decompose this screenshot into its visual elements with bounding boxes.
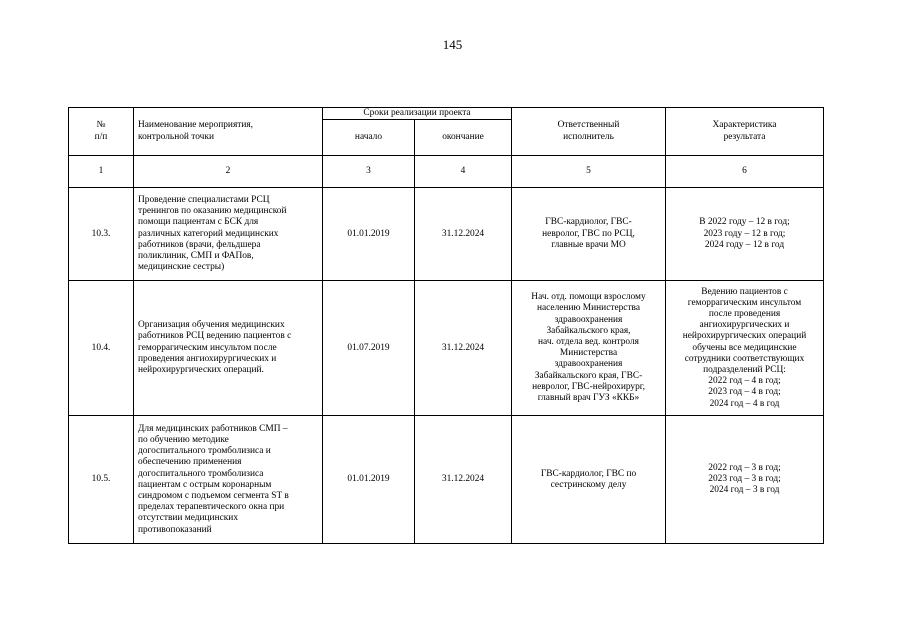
row-start-date: 01.07.2019 (323, 281, 415, 416)
row-activity-name: Для медицинских работников СМП – по обучению методике догоспитального тромболизиса и обеспечению применения догоспитального тромболизиса пациентам с острым коронарным синдромом с подъемом сегмента ST в пределах терапевтического окна при отсутствии медицинских противопоказаний (134, 416, 323, 544)
column-number: 3 (323, 156, 415, 188)
column-number: 6 (666, 156, 824, 188)
column-number: 4 (415, 156, 512, 188)
row-end-date: 31.12.2024 (415, 281, 512, 416)
header-responsible-label: Ответственный исполнитель (557, 120, 620, 142)
header-number-label: № п/п (94, 120, 108, 142)
project-plan-table (68, 107, 824, 544)
row-end-date: 31.12.2024 (415, 188, 512, 281)
table-row (69, 281, 824, 416)
header-row-top (69, 108, 824, 120)
header-name-label: Наименование мероприятия, контрольной точки (138, 120, 254, 142)
header-start-cell (323, 120, 415, 156)
column-number: 2 (134, 156, 323, 188)
row-activity-name: Проведение специалистами РСЦ тренингов по оказанию медицинской помощи пациентам с БСК для различных категорий медицинских работников (врачи, фельдшера поликлиник, СМП и ФАПов, медицинские сестры) (134, 188, 323, 281)
row-start-date: 01.01.2019 (323, 416, 415, 544)
header-number-cell (69, 108, 134, 156)
row-number: 10.4. (69, 281, 134, 416)
header-result-label: Характеристика результата (712, 120, 777, 142)
row-number: 10.5. (69, 416, 134, 544)
row-activity-name: Организация обучения медицинских работников РСЦ ведению пациентов с геморрагическим инсультом после проведения ангиохирургических и нейрохирургических операций. (134, 281, 323, 416)
header-period-group (323, 108, 512, 120)
header-period-label: Сроки реализации проекта (363, 108, 471, 118)
column-number-row (69, 156, 824, 188)
row-responsible: ГВС-кардиолог, ГВС- невролог, ГВС по РСЦ, главные врачи МО (512, 188, 666, 281)
header-result-cell (666, 108, 824, 156)
row-start-date: 01.01.2019 (323, 188, 415, 281)
row-responsible: ГВС-кардиолог, ГВС по сестринскому делу (512, 416, 666, 544)
row-result: Ведению пациентов с геморрагическим инсультом после проведения ангиохирургических и нейрохирургических операций обучены все медицинские сотрудники соответствующих подразделений РСЦ: 2022 год – 4 в год; 2023 год – 4 в год; 2024 год – 4 в год (666, 281, 824, 416)
header-responsible-cell (512, 108, 666, 156)
page-number: 145 (442, 37, 463, 52)
column-number: 1 (69, 156, 134, 188)
row-end-date: 31.12.2024 (415, 416, 512, 544)
row-result: В 2022 году – 12 в год; 2023 году – 12 в год; 2024 году – 12 в год (666, 188, 824, 281)
row-responsible: Нач. отд. помощи взрослому населению Министерства здравоохранения Забайкальского края, нач. отдела вед. контроля Министерства здравоохранения Забайкальского края, ГВС- невролог, ГВС-нейрохирург, главный врач ГУЗ «ККБ» (512, 281, 666, 416)
header-end-label: окончание (442, 132, 484, 143)
table-row (69, 188, 824, 281)
column-number: 5 (512, 156, 666, 188)
row-number: 10.3. (69, 188, 134, 281)
row-result: 2022 год – 3 в год; 2023 год – 3 в год; 2024 год – 3 в год (666, 416, 824, 544)
header-end-cell (415, 120, 512, 156)
header-name-cell (134, 108, 323, 156)
header-start-label: начало (354, 132, 383, 143)
table-row (69, 416, 824, 544)
